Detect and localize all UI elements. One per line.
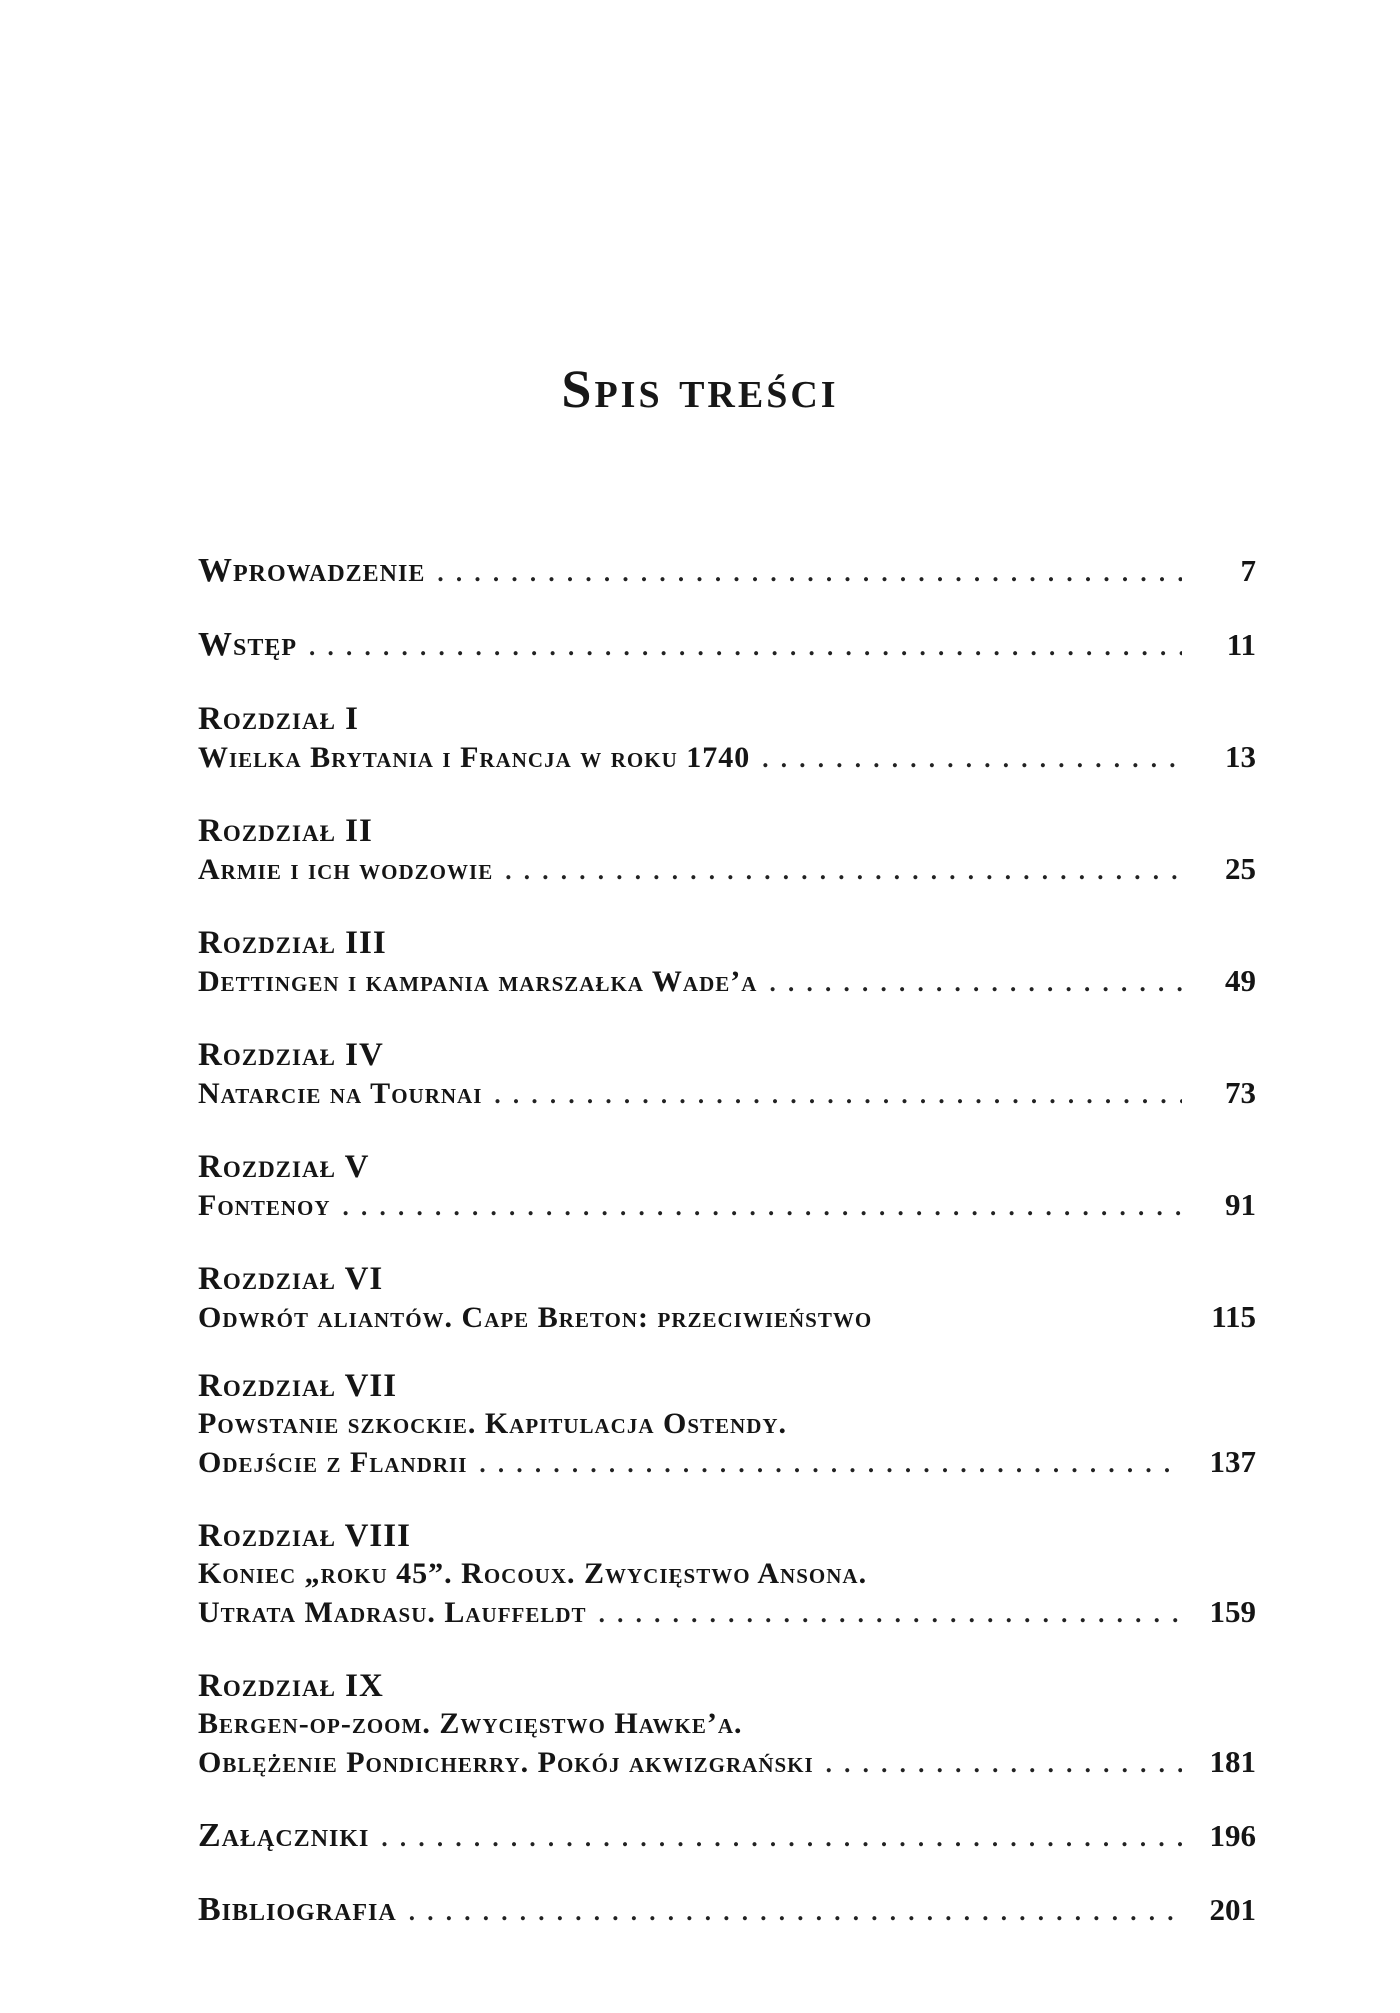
entry-title: Utrata Madrasu. Lauffeldt bbox=[198, 1596, 587, 1629]
page-number: 201 bbox=[1209, 1892, 1256, 1927]
dot-leader bbox=[762, 741, 1182, 782]
entry-title: Odejście z Flandrii bbox=[198, 1446, 468, 1479]
entry-title: Oblężenie Pondicherry. Pokój akwizgrański bbox=[198, 1746, 814, 1779]
toc-entry bbox=[198, 1817, 1256, 1861]
toc-row bbox=[198, 552, 1256, 596]
page-number: 115 bbox=[1211, 1299, 1256, 1334]
toc-row bbox=[198, 850, 1256, 894]
page-number: 137 bbox=[1209, 1444, 1256, 1479]
entry-title: Natarcie na Tournai bbox=[198, 1077, 483, 1110]
chapter-heading: Rozdział IV bbox=[198, 1037, 384, 1073]
chapter-heading: Rozdział VII bbox=[198, 1368, 398, 1404]
entry-title: Wstęp bbox=[198, 626, 298, 663]
chapter-heading: Rozdział VI bbox=[198, 1261, 384, 1297]
entry-title: Armie i ich wodzowie bbox=[198, 853, 494, 886]
toc-row bbox=[198, 1743, 1256, 1787]
toc-entry bbox=[198, 626, 1256, 670]
toc-entry bbox=[198, 1260, 1256, 1337]
dot-leader bbox=[381, 1820, 1182, 1861]
chapter-heading: Rozdział V bbox=[198, 1149, 370, 1185]
page-number: 181 bbox=[1209, 1744, 1256, 1779]
dot-leader bbox=[494, 1077, 1182, 1118]
entry-title: Bibliografia bbox=[198, 1891, 397, 1928]
toc-entry bbox=[198, 700, 1256, 782]
page-number: 7 bbox=[1240, 553, 1256, 588]
page-number: 13 bbox=[1225, 739, 1256, 774]
toc-entry bbox=[198, 552, 1256, 596]
entry-title: Dettingen i kampania marszałka Wade’a bbox=[198, 965, 758, 998]
page-number: 91 bbox=[1225, 1187, 1256, 1222]
dot-leader bbox=[826, 1746, 1182, 1787]
page-number: 73 bbox=[1225, 1075, 1256, 1110]
toc-entry bbox=[198, 812, 1256, 894]
toc-row bbox=[198, 1443, 1256, 1487]
chapter-heading: Rozdział VIII bbox=[198, 1518, 411, 1554]
page-number: 49 bbox=[1225, 963, 1256, 998]
dot-leader bbox=[505, 853, 1182, 894]
toc-row bbox=[198, 1298, 1256, 1337]
dot-leader bbox=[309, 629, 1182, 670]
toc-row bbox=[198, 1817, 1256, 1861]
entry-title: Załączniki bbox=[198, 1817, 370, 1854]
dot-leader bbox=[599, 1596, 1182, 1637]
dot-leader bbox=[343, 1189, 1182, 1230]
entry-title: Odwrót aliantów. Cape Breton: przeciwieństwo bbox=[198, 1301, 873, 1334]
toc-entry bbox=[198, 924, 1256, 1006]
toc-row bbox=[198, 626, 1256, 670]
dot-leader bbox=[769, 965, 1182, 1006]
chapter-subtitle-line: Koniec „roku 45”. Rocoux. Zwycięstwo Ansona. bbox=[198, 1557, 868, 1590]
page-number: 11 bbox=[1226, 627, 1256, 662]
toc-row bbox=[198, 962, 1256, 1006]
entry-title: Fontenoy bbox=[198, 1189, 331, 1222]
chapter-heading: Rozdział II bbox=[198, 813, 373, 849]
chapter-heading: Rozdział IX bbox=[198, 1668, 384, 1704]
toc-row bbox=[198, 1593, 1256, 1637]
toc-row bbox=[198, 1891, 1256, 1935]
toc-entry bbox=[198, 1667, 1256, 1787]
page-number: 196 bbox=[1209, 1818, 1256, 1853]
chapter-subtitle-line: Powstanie szkockie. Kapitulacja Ostendy. bbox=[198, 1407, 788, 1440]
toc-entry bbox=[198, 1891, 1256, 1935]
dot-leader bbox=[437, 555, 1182, 596]
page-title: Spis treści bbox=[561, 359, 839, 419]
chapter-heading: Rozdział III bbox=[198, 925, 387, 961]
toc-entry bbox=[198, 1517, 1256, 1637]
chapter-heading: Rozdział I bbox=[198, 701, 360, 737]
toc-entries bbox=[198, 552, 1256, 1965]
dot-leader bbox=[409, 1894, 1182, 1935]
entry-title: Wprowadzenie bbox=[198, 552, 426, 589]
toc-entry bbox=[198, 1148, 1256, 1230]
toc-entry bbox=[198, 1036, 1256, 1118]
toc-row bbox=[198, 1074, 1256, 1118]
toc-row bbox=[198, 738, 1256, 782]
chapter-subtitle-line: Bergen-op-zoom. Zwycięstwo Hawke’a. bbox=[198, 1707, 743, 1740]
toc-row bbox=[198, 1186, 1256, 1230]
dot-leader bbox=[479, 1446, 1182, 1487]
entry-title: Wielka Brytania i Francja w roku 1740 bbox=[198, 741, 751, 774]
page-number: 159 bbox=[1209, 1594, 1256, 1629]
toc-entry bbox=[198, 1367, 1256, 1487]
page-number: 25 bbox=[1225, 851, 1256, 886]
